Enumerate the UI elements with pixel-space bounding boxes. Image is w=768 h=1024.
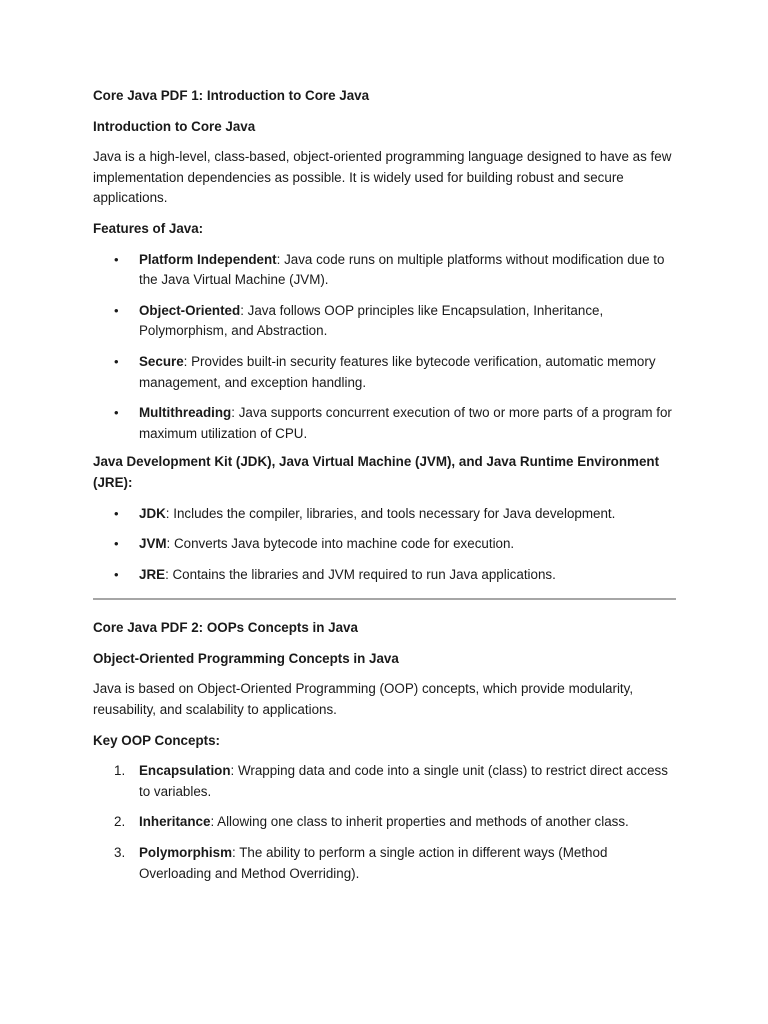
jre-text: : Contains the libraries and JVM required to run Java applications. xyxy=(165,566,556,582)
list-item xyxy=(93,565,676,586)
bullet-icon: • xyxy=(114,566,119,582)
jvm-term: JVM xyxy=(139,536,167,552)
bullet-icon: • xyxy=(114,353,119,369)
concept-term: Inheritance xyxy=(139,814,211,830)
jdk-term: JDK xyxy=(139,505,166,521)
list-number: 1. xyxy=(114,763,126,779)
section-divider xyxy=(93,598,676,600)
list-item xyxy=(93,250,676,291)
list-number: 3. xyxy=(114,845,126,861)
jdk-text: : Includes the compiler, libraries, and tools necessary for Java development. xyxy=(165,505,616,521)
feature-term: Object-Oriented xyxy=(139,302,241,318)
list-item xyxy=(93,534,676,555)
feature-text: : Java code runs on multiple platforms without modification due to the Java Virtual Machine (JVM). xyxy=(139,251,665,288)
intro-paragraph: Java is a high-level, class-based, object-oriented programming language designed to have as few implementation dependencies as possible. It is widely used for building robust and secure applications. xyxy=(93,149,672,206)
feature-text: : Java follows OOP principles like Encapsulation, Inheritance, Polymorphism, and Abstraction. xyxy=(139,302,604,339)
list-number: 2. xyxy=(114,814,126,830)
pdf1-title: Core Java PDF 1: Introduction to Core Java xyxy=(93,88,370,103)
list-item xyxy=(93,352,676,393)
feature-text: : Java supports concurrent execution of two or more parts of a program for maximum utilization of CPU. xyxy=(139,405,672,441)
pdf2-title: Core Java PDF 2: OOPs Concepts in Java xyxy=(93,620,358,636)
list-item xyxy=(93,504,676,525)
feature-term: Multithreading xyxy=(139,405,232,421)
concept-term: Encapsulation xyxy=(139,763,231,779)
concept-term: Polymorphism xyxy=(139,845,233,861)
bullet-icon: • xyxy=(114,251,119,267)
list-item xyxy=(93,812,676,833)
concept-text: : Wrapping data and code into a single unit (class) to restrict direct access to variables. xyxy=(139,763,668,799)
feature-term: Platform Independent xyxy=(139,251,277,267)
concept-text: : Allowing one class to inherit properties and methods of another class. xyxy=(210,814,629,830)
feature-term: Secure xyxy=(139,353,184,369)
list-item xyxy=(93,761,676,802)
list-item xyxy=(93,843,676,884)
oop-intro-paragraph: Java is based on Object-Oriented Programming (OOP) concepts, which provide modularity, reusability, and scalability to applications. xyxy=(93,681,634,718)
jre-term: JRE xyxy=(139,566,166,582)
jvm-text: : Converts Java bytecode into machine code for execution. xyxy=(166,536,515,552)
bullet-icon: • xyxy=(114,505,119,521)
concept-text: : The ability to perform a single action in different ways (Method Overloading and Method Overriding). xyxy=(139,845,608,881)
jdk-jvm-jre-heading: Java Development Kit (JDK), Java Virtual Machine (JVM), and Java Runtime Environment (JRE): xyxy=(93,454,660,490)
jdk-list xyxy=(93,504,676,586)
features-heading: Features of Java: xyxy=(93,220,204,236)
bullet-icon: • xyxy=(114,405,119,421)
bullet-icon: • xyxy=(114,302,119,318)
list-item xyxy=(93,403,676,444)
feature-text: : Provides built-in security features like bytecode verification, automatic memory management, and exception handling. xyxy=(139,353,656,390)
intro-heading: Introduction to Core Java xyxy=(93,118,256,134)
oop-heading: Object-Oriented Programming Concepts in Java xyxy=(93,650,399,666)
document-page xyxy=(93,86,676,894)
oop-concepts-list xyxy=(93,761,676,884)
bullet-icon: • xyxy=(114,536,119,552)
features-list xyxy=(93,250,676,445)
list-item xyxy=(93,301,676,342)
oop-concepts-heading: Key OOP Concepts: xyxy=(93,732,220,748)
